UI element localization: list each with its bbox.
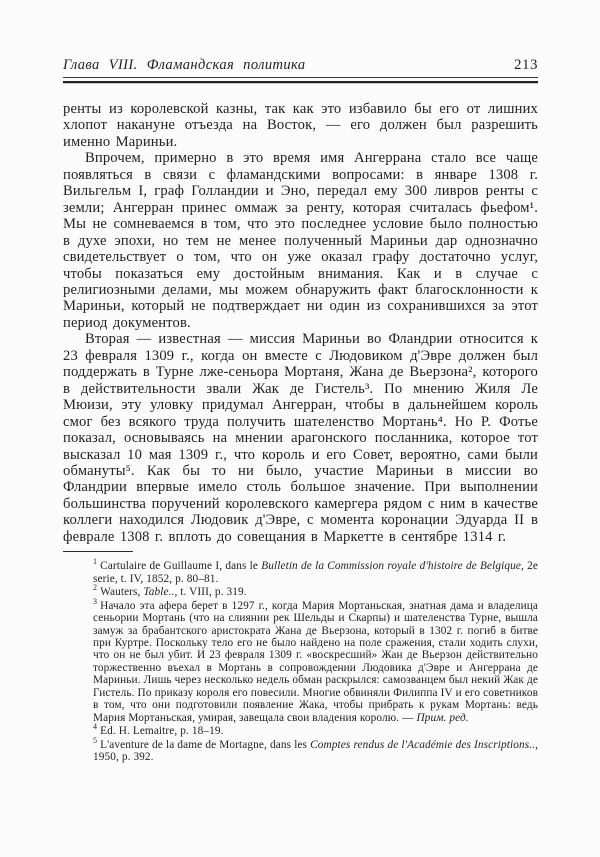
footnote-text: L'aventure de la dame de Mortagne, dans les Comptes rendus de l'Académie des Inscriptions.., 1950, p. 392.: [93, 738, 538, 764]
footnote-number: 4: [93, 722, 98, 732]
footnote-text: Начало эта афера берет в 1297 г., когда Мария Мортаньская, знатная дама и владелица сеньории Мортань (что на слиянии рек Шельды и Скарпы) и шателенства Турне, вышла замуж за брабантского аристократа Жана де Вьерзона, который в 1302 г. погиб в битве при Куртре. Поскольку тело его не было найдено на поле сражения, стали ходить слухи, что он не был убит. И 23 февраля 1309 г. «воскресший» Жан де Вьерзон действительно торжественно въехал в Мортань в сопровождении Людовика д'Эвре и Ангеррана де Мариньи. Лишь через несколько недель обман раскрылся: самозванцем был некий Жак де Гистель. По приказу короля его повесили. Многие обвиняли Филиппа IV и его советников в том, что они подготовили появление Жака, чтобы прибрать к рукам Мортань: ведь Мария Мортаньская, умирая, завещала свои владения королю. — Прим. ред.: [93, 599, 538, 724]
body-paragraph: Впрочем, примерно в это время имя Ангеррана стало все чаще появляться в связи с фламандскими вопросами: в январе 1308 г. Вильгельм I, граф Голландии и Эно, передал ему 300 ливров ренты с земли; Ангерран принес оммаж за ренту, которая считалась фьефом¹. Мы не сомневаемся в том, что это последнее условие было полностью в духе эпохи, но тем не менее полученный Мариньи дар однозначно свидетельствует о том, что он уже оказал графу достаточно услуг, чтобы показаться ему достойным внимания. Как и в случае с религиозными делами, мы можем обнаружить факт благосклонности к Мариньи, который не подтверждает ни один из сохранившихся за этот период документов.: [63, 150, 538, 331]
footnote-number: 3: [93, 596, 98, 606]
footnote-separator: [63, 551, 133, 552]
footnote-number: 5: [93, 735, 98, 745]
footnote: [93, 557, 538, 585]
footnote-text: Cartulaire de Guillaume I, dans le Bulletin de la Commission royale d'histoire de Belgique, 2e serie, t. IV, 1852, p. 80–81.: [93, 560, 538, 585]
body-text: [63, 101, 538, 545]
header-rule-thick: [63, 81, 538, 83]
footnote: [93, 583, 538, 599]
chapter-title: Глава VIII. Фламандская политика: [63, 57, 306, 73]
body-paragraph: Вторая — известная — миссия Мариньи во Фландрии относится к 23 февраля 1309 г., когда он вместе с Людовиком д'Эвре должен был поддержать в Турне лже-сеньора Мортаня, Жана де Вьерзона², которого в действительности звали Жак де Гистель³. По мнению Жиля Ле Мюизи, эту уловку придумал Ангерран, чтобы в дальнейшем король смог без всякого труда получить шателенство Мортань⁴. Но Р. Фотье показал, основываясь на мнении арагонского посланника, которое тот высказал 10 мая 1309 г., что король и его Совет, вероятно, сами были обмануты⁵. Как бы то ни было, участие Мариньи в миссии во Фландрии впервые имело столь большое значение. При выполнении большинства поручений королевского камергера рядом с ним в качестве коллеги находился Людовик д'Эвре, с момента коронации Эдуарда II в феврале 1308 г. вплоть до совещания в Маркетте в сентябре 1314 г.: [63, 331, 538, 545]
footnote: [93, 735, 538, 764]
body-paragraph: ренты из королевской казны, так как это избавило бы его от лишних хлопот накануне отъезда на Восток, — его должен был разрешить именно Мариньи.: [63, 101, 538, 150]
footnote-text: Ed. H. Lemaitre, p. 18–19.: [100, 725, 224, 738]
footnote-text: Wauters, Table.., t. VIII, p. 319.: [100, 586, 247, 599]
running-head: [63, 57, 538, 74]
page-number: 213: [514, 57, 538, 73]
footnote-number: 2: [93, 583, 98, 593]
footnotes: [93, 557, 538, 764]
footnote: [93, 722, 538, 738]
header-rule-thin: [63, 77, 538, 78]
footnote-number: 1: [93, 557, 98, 567]
footnote: [93, 596, 538, 725]
